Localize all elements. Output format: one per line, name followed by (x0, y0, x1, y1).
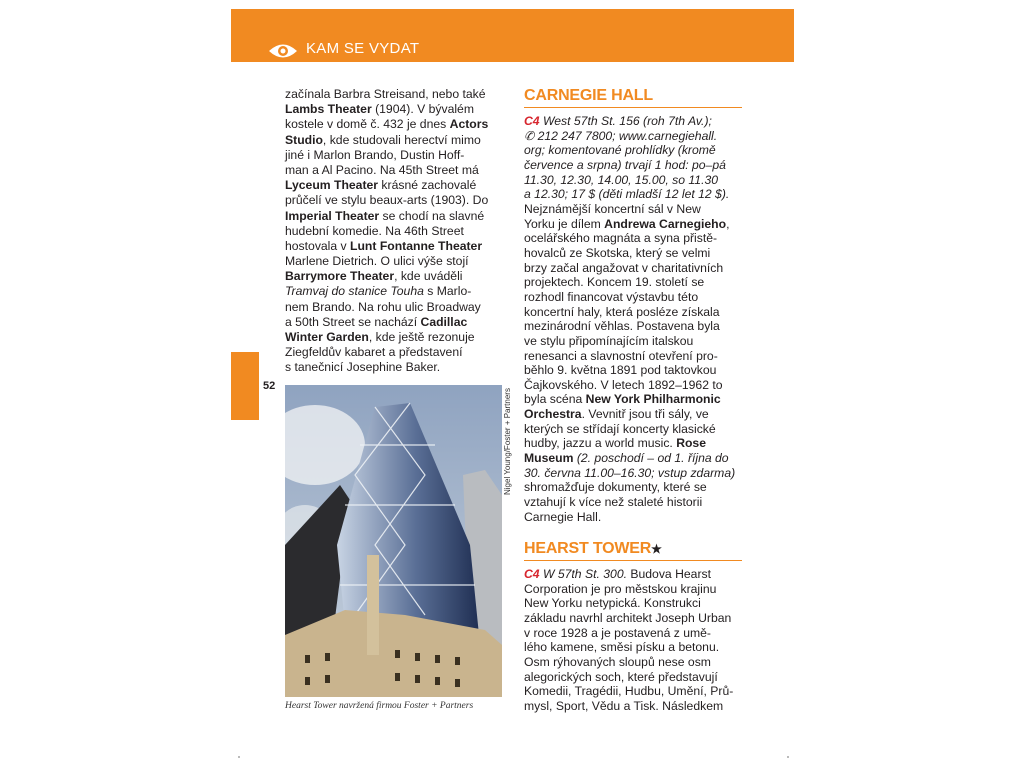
text-line (285, 254, 488, 269)
text-line (524, 158, 735, 173)
text: , kde uváděli (394, 269, 463, 284)
star-icon: ★ (651, 542, 662, 556)
bold-text: Cadillac (420, 314, 468, 329)
text-line (285, 315, 488, 330)
text-line (524, 275, 735, 290)
text-line (524, 640, 733, 655)
map-grid-ref: C4 (524, 114, 540, 128)
text: Nejznámější koncertní sál v New (524, 201, 701, 216)
text-line (524, 173, 735, 188)
text-line (524, 684, 733, 699)
text-line (524, 143, 735, 158)
text: a 50th Street se nachází (285, 314, 421, 329)
text-line (285, 330, 488, 345)
page-tab-marker (231, 352, 259, 420)
section-title: KAM SE VYDAT (306, 40, 420, 57)
text-line (285, 148, 488, 163)
section-header (231, 9, 794, 62)
text-line (524, 466, 735, 481)
text-line (524, 129, 735, 144)
text-line (524, 290, 735, 305)
text-line (524, 261, 735, 276)
text-line (285, 224, 488, 239)
text-line (285, 345, 488, 360)
bold-text: Lambs Theater (285, 102, 372, 117)
text-line (524, 334, 735, 349)
text-line (524, 611, 733, 626)
eye-icon (268, 42, 298, 60)
text-line (524, 187, 735, 202)
text: hovalců ze Skotska, který se velmi (524, 245, 711, 260)
text: , kde studovali herectví mimo (322, 132, 481, 147)
text: Ziegfeldův kabaret a představení (285, 345, 463, 360)
text: se chodí na slavné (379, 208, 485, 223)
text: alegorických soch, které představují (524, 669, 718, 684)
text-line (285, 239, 488, 254)
text: začínala Barbra Streisand, nebo také (285, 87, 486, 101)
text-line (524, 349, 735, 364)
text-line (524, 480, 735, 495)
bold-text: Actors (449, 117, 489, 132)
text: renesanci a slavnostní otevření pro- (524, 348, 718, 363)
text: s tanečnicí Josephine Baker. (285, 360, 441, 375)
text: New Yorku netypická. Konstrukci (524, 596, 701, 611)
italic-text: července a srpna) trvají 1 hod: po–pá (524, 157, 726, 172)
text-line (524, 596, 733, 611)
text-line (285, 193, 488, 208)
bold-text: Imperial Theater (285, 208, 380, 223)
text: nem Brando. Na rohu ulic Broadway (285, 299, 481, 314)
text-line (285, 102, 488, 117)
heading-hearst-tower (524, 540, 742, 561)
text: jiné i Marlon Brando, Dustin Hoff- (285, 147, 465, 162)
photo-caption: Hearst Tower navržená firmou Foster + Partners (285, 701, 474, 711)
text: průčelí ve stylu beaux-arts (1903). Do (285, 193, 489, 208)
phone-icon: ✆ (524, 128, 535, 143)
text-line (524, 231, 735, 246)
text: Carnegie Hall. (524, 509, 602, 524)
text: rozhodl financovat výstavbu této (524, 289, 699, 304)
text-line (524, 407, 735, 422)
text: , kde ještě rezonuje (368, 330, 475, 344)
text-line (524, 495, 735, 510)
text: Komedii, Tragédii, Hudbu, Umění, Prů- (524, 684, 734, 699)
text-line (524, 305, 735, 320)
text-line (285, 209, 488, 224)
text: základu navrhl architekt Joseph Urban (524, 610, 732, 625)
bold-text: Lyceum Theater (285, 178, 379, 193)
italic-text: a 12.30; 17 $ (děti mladší 12 let 12 $). (524, 187, 730, 202)
text: mezinárodní věhlas. Postavena byla (524, 319, 720, 334)
carnegie-hall-text (524, 114, 735, 524)
text: projektech. Koncem 19. století se (524, 275, 705, 290)
text-line (524, 422, 735, 437)
bold-text: Studio (285, 132, 323, 147)
text: vztahují k více než staleté historii (524, 495, 703, 510)
text-line (524, 378, 735, 393)
bold-text: Winter Garden (285, 330, 369, 344)
text: shromažďuje dokumenty, které se (524, 480, 707, 495)
text-line (285, 360, 488, 375)
text-line (524, 319, 735, 334)
text-line (524, 451, 735, 466)
text: hostovala v (285, 238, 351, 253)
text-line (524, 363, 735, 378)
text: ve stylu připomínajícím italskou (524, 333, 694, 348)
text: Osm rýhovaných sloupů nese osm (524, 654, 711, 669)
italic-text: 11.30, 12.30, 14.00, 15.00, so 11.30 (524, 172, 719, 187)
text: koncertní haly, která posléze získala (524, 304, 720, 319)
text-line (524, 670, 733, 685)
text-line (285, 163, 488, 178)
text: byla scéna (524, 392, 586, 407)
page-number: 52 (263, 380, 276, 392)
text: Marlene Dietrich. O ulici výše stojí (285, 254, 469, 269)
text: , (726, 216, 730, 231)
italic-text: 212 247 7800; www.carnegiehall. (534, 128, 718, 143)
text-line (524, 436, 735, 451)
text: (1904). V bývalém (371, 102, 474, 117)
text: Yorku je dílem (524, 216, 605, 231)
text-line (524, 246, 735, 261)
bold-text: Museum (524, 451, 574, 466)
bold-text: New York Philharmonic (585, 392, 721, 407)
text-line (524, 114, 735, 129)
text-line (524, 392, 735, 407)
text-line (285, 178, 488, 193)
text-line (285, 284, 488, 299)
bold-text: Andrewa Carnegieho (604, 216, 727, 231)
text-line (524, 510, 735, 525)
bold-text: Orchestra (524, 407, 582, 422)
text: brzy začal angažovat v charitativních (524, 260, 724, 275)
text-line (524, 655, 733, 670)
hearst-tower-text (524, 567, 733, 714)
text-line (524, 217, 735, 232)
left-column-text (285, 87, 488, 376)
text: s Marlo- (423, 284, 472, 299)
text: . Vevnitř jsou tři sály, ve (581, 407, 709, 422)
text-line (285, 87, 488, 102)
text-line (524, 626, 733, 641)
text-line (285, 133, 488, 148)
text: krásné zachovalé (378, 178, 477, 193)
text: hudební komedie. Na 46th Street (285, 223, 464, 238)
text: Corporation je pro městskou krajinu (524, 581, 717, 596)
hearst-tower-photo (285, 385, 502, 697)
text: hudby, jazzu a world music. (524, 436, 677, 451)
crop-mark (787, 756, 789, 758)
italic-text: (2. poschodí – od 1. října do (573, 451, 729, 466)
heading-text: HEARST TOWER (524, 540, 652, 557)
bold-text: Barrymore Theater (285, 269, 395, 284)
bold-text: Lunt Fontanne Theater (350, 238, 483, 253)
heading-carnegie-hall (524, 87, 742, 108)
text-line (524, 202, 735, 217)
text-line (524, 699, 733, 714)
text-line (285, 300, 488, 315)
text: kterých se střídají koncerty klasické (524, 421, 716, 436)
crop-mark (238, 756, 240, 758)
italic-text: W 57th St. 300. (539, 567, 627, 581)
text: mysl, Sport, Vědu a Tisk. Následkem (524, 698, 724, 713)
text-line (524, 582, 733, 597)
text: ocelářského magnáta a syna přistě- (524, 231, 718, 246)
italic-text: West 57th St. 156 (roh 7th Av.); (539, 114, 712, 128)
photo-credit: Nigel Young/Foster + Partners (503, 388, 512, 495)
text: v roce 1928 a je postavená z umě- (524, 625, 711, 640)
text-line (285, 117, 488, 132)
text: Budova Hearst (626, 567, 711, 581)
text-line (285, 269, 488, 284)
italic-text: org; komentované prohlídky (kromě (524, 143, 716, 158)
text: běhlo 9. května 1891 pod taktovkou (524, 363, 717, 378)
text: Čajkovského. V letech 1892–1962 to (524, 377, 723, 392)
text: lého kamene, směsi písku a betonu. (524, 640, 720, 655)
map-grid-ref: C4 (524, 567, 540, 581)
italic-text: Tramvaj do stanice Touha (285, 284, 424, 299)
italic-text: 30. června 11.00–16.30; vstup zdarma) (524, 465, 736, 480)
bold-text: Rose (676, 436, 706, 451)
text: kostele v domě č. 432 je dnes (285, 117, 450, 132)
text: man a Al Pacino. Na 45th Street má (285, 162, 479, 177)
heading-text: CARNEGIE HALL (524, 87, 653, 104)
text-line (524, 567, 733, 582)
